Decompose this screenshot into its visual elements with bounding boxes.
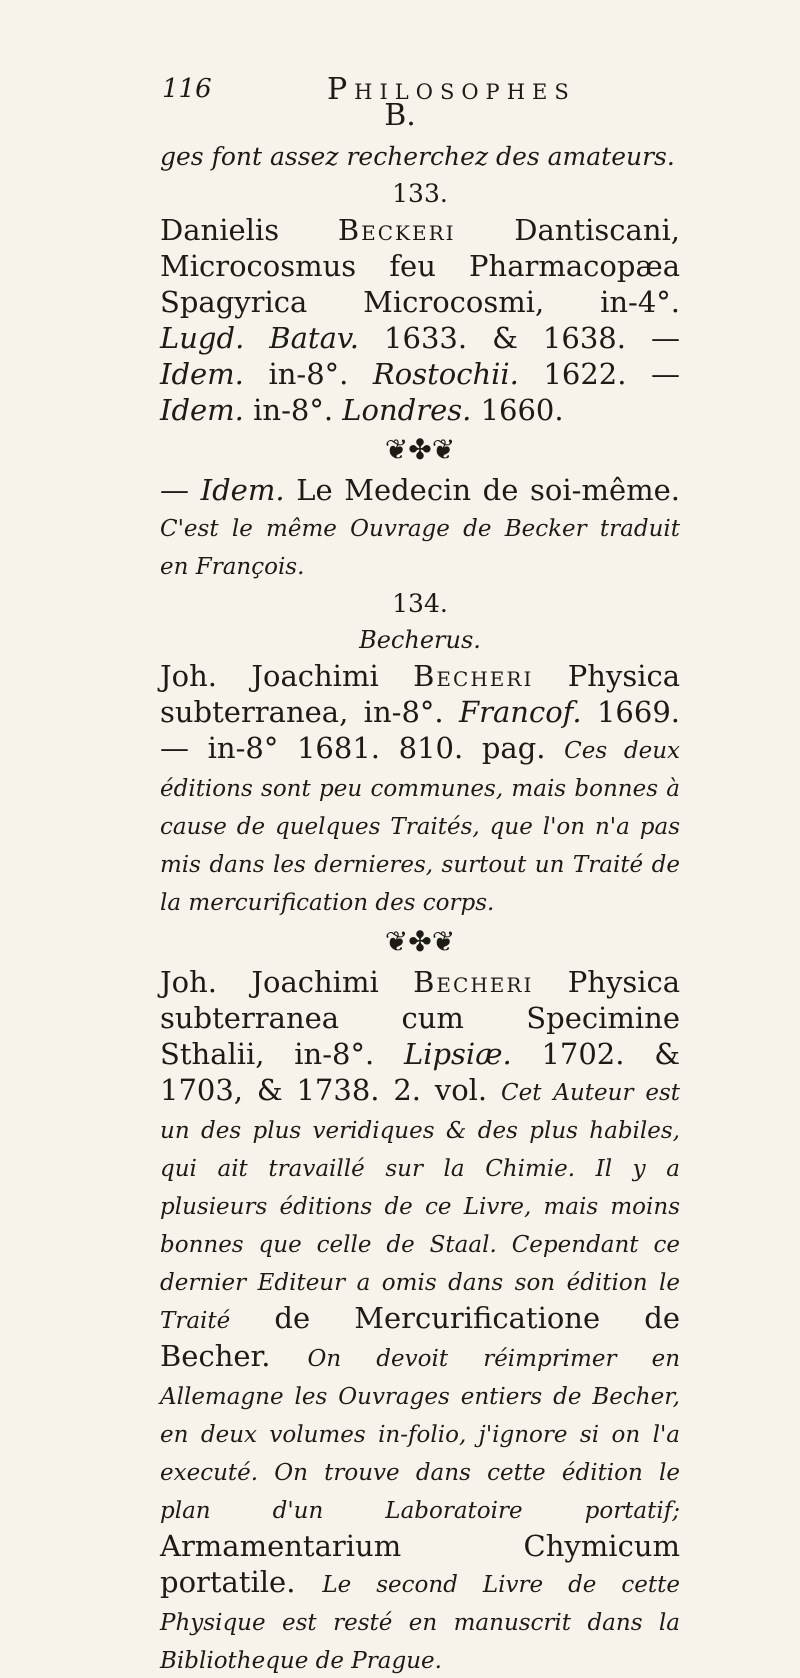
- format: in-8°.: [268, 357, 349, 391]
- entry-note: Cet Auteur est un des plus veridiques & des plus habiles, qui ait travaillé sur la Chimie. Il y a plusieurs éditions de ce Livre, mais moins bonnes que celle de Staal. Cependant ce dernier Editeur a omis dans son édition le Traité: [160, 1080, 681, 1334]
- translation-note: C'est le même Ouvrage de Becker traduit en François.: [160, 516, 680, 580]
- imprint-years: 1633. & 1638. —: [384, 321, 680, 355]
- entry-133-text: [160, 212, 680, 428]
- idem-marker: Idem.: [160, 357, 244, 391]
- author-forename: Joh. Joachimi: [160, 659, 379, 693]
- dash: —: [160, 473, 201, 507]
- entry-note: Le second Livre de cette Physique est resté en manuscrit dans la Bibliotheque de Prague.: [160, 1572, 681, 1674]
- imprint-place: Rostochii.: [372, 357, 519, 391]
- imprint-place: Londres.: [342, 393, 472, 427]
- format: in-8°.: [253, 393, 334, 427]
- ornament: ❦✤❦: [384, 925, 456, 958]
- entry-134b-text: [160, 964, 680, 1678]
- author-surname: Beckeri: [337, 213, 456, 247]
- book-title: Physica subterranea cum Specimine Sthalii, in-8°.: [160, 965, 681, 1071]
- entry-number-133: 133.: [392, 179, 448, 208]
- translation-entry: [160, 472, 680, 584]
- roman-title: de Mercurificatione de Becher.: [160, 1301, 681, 1373]
- imprint-place: Francof.: [459, 695, 582, 729]
- continuation-line: ges font assez recherchez des amateurs.: [160, 142, 675, 171]
- idem-marker: Idem.: [160, 393, 244, 427]
- imprint-years: 1669. — in-8° 1681. 810. pag.: [160, 695, 680, 765]
- page-number: 116: [162, 74, 212, 104]
- entry-heading: Becherus.: [359, 626, 481, 654]
- imprint-place: Lipsiæ.: [403, 1037, 512, 1071]
- author-surname: Becheri: [413, 659, 534, 693]
- author-forename: Joh. Joachimi: [160, 965, 379, 999]
- running-title: Philosophes: [327, 72, 576, 107]
- translation-title: Le Medecin de soi-même.: [296, 473, 680, 507]
- idem-marker: Idem.: [200, 473, 285, 507]
- text-block: [160, 140, 680, 1678]
- imprint-years: 1702. & 1703, & 1738. 2. vol.: [160, 1037, 681, 1107]
- imprint-years: 1622. —: [543, 357, 681, 391]
- author-forename: Danielis: [160, 213, 280, 247]
- running-subtitle: B.: [384, 98, 416, 133]
- entry-note: On devoit réimprimer en Allemagne les Ouvrages entiers de Becher, en deux volumes in-folio, j'ignore si on l'a executé. On trouve dans cette édition le plan d'un Laboratoire portatif;: [160, 1346, 681, 1524]
- imprint-place: Lugd. Batav.: [160, 321, 360, 355]
- entry-note: Ces deux éditions sont peu communes, mais bonnes à cause de quelques Traités, que l'on n'a pas mis dans les dernieres, surtout un Traité de la mercurification des corps.: [160, 738, 680, 916]
- ornament: ❦✤❦: [384, 433, 456, 466]
- roman-title: Armamentarium Chymicum portatile.: [160, 1529, 680, 1599]
- entry-134-text: [160, 658, 680, 920]
- author-surname: Becheri: [413, 965, 534, 999]
- imprint-years: 1660.: [480, 393, 564, 427]
- book-title: Physica subterranea, in-8°.: [160, 659, 681, 729]
- book-title: Dantiscani, Microcosmus feu Pharmacopæa Spagyrica Microcosmi, in-4°.: [160, 213, 681, 319]
- entry-number-134: 134.: [392, 589, 448, 618]
